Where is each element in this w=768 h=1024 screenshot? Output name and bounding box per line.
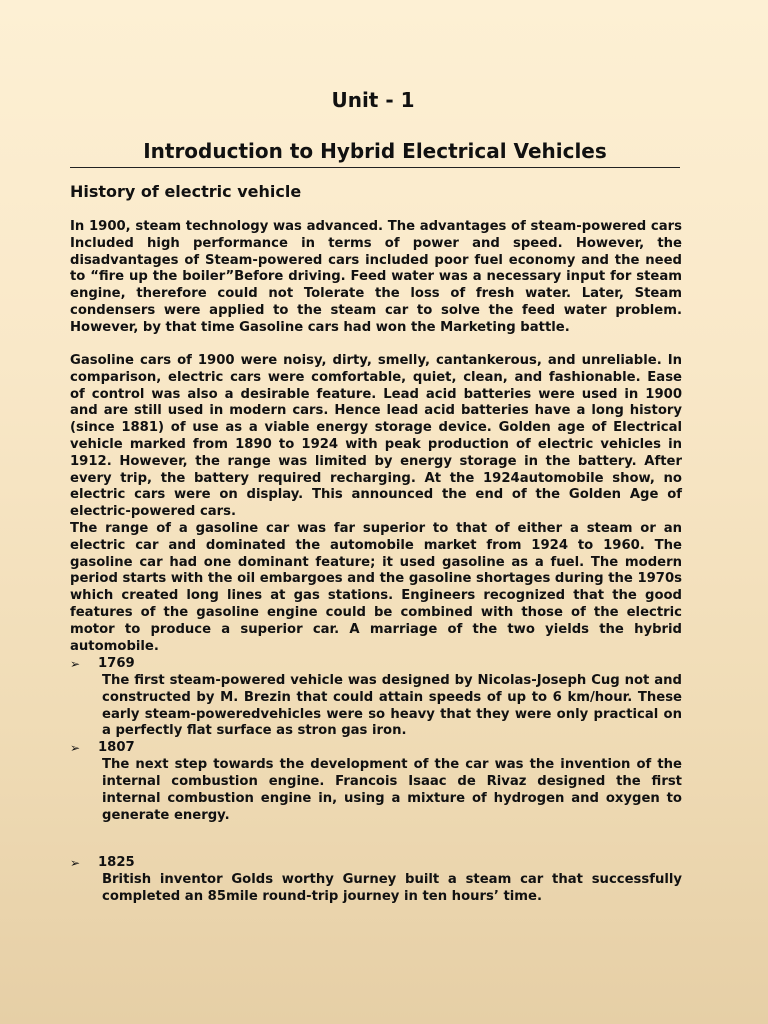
paragraph-steam-technology: In 1900, steam technology was advanced. The advantages of steam-powered cars Included high performance in terms of power and speed. However, the disadvantages of Steam-powered cars included poor fuel economy and the need to “fire up the boiler”Before driving. Feed water was a necessary input for steam engine, therefore could not Tolerate the loss of fresh water. Later, Steam condensers were applied to the steam car to solve the feed water problem. However, by that time Gasoline cars had won the Marketing battle. [70, 219, 682, 335]
timeline-entry [70, 656, 682, 740]
timeline-text: The first steam-powered vehicle was designed by Nicolas-Joseph Cug not and constructed by M. Brezin that could attain speeds of up to 6 km/hour. These early steam-poweredvehicles were so heavy that they were only practical on a perfectly flat surface as stron gas iron. [102, 673, 682, 739]
timeline-text: The next step towards the development of the car was the invention of the internal combustion engine. Francois Isaac de Rivaz designed the first internal combustion engine in, using a mixture of hydrogen and oxygen to generate energy. [102, 757, 682, 823]
timeline-entry [70, 855, 682, 906]
document-title: Introduction to Hybrid Electrical Vehicles [70, 139, 680, 168]
timeline-year: 1807 [98, 740, 135, 756]
paragraph-hybrid-origin: The range of a gasoline car was far superior to that of either a steam or an electric car and dominated the automobile market from 1924 to 1960. The gasoline car had one dominant feature; it used gasoline as a fuel. The modern period starts with the oil embargoes and the gasoline shortages during the 1970s which created long lines at gas stations. Engineers recognized that the good features of the gasoline engine could be combined with those of the electric motor to produce a superior car. A marriage of the two yields the hybrid automobile. [70, 521, 682, 654]
timeline-entry [70, 740, 682, 824]
arrow-bullet-icon: ➢ [70, 657, 81, 672]
unit-title: Unit - 1 [331, 88, 415, 112]
section-heading: History of electric vehicle [70, 182, 302, 201]
timeline-year: 1825 [98, 855, 135, 871]
timeline-year: 1769 [98, 656, 135, 672]
timeline-list [70, 656, 682, 906]
arrow-bullet-icon: ➢ [70, 741, 81, 756]
timeline-text: British inventor Golds worthy Gurney built a steam car that successfully completed an 85mile round-trip journey in ten hours’ time. [102, 872, 682, 905]
paragraph-gasoline-vs-electric: Gasoline cars of 1900 were noisy, dirty, smelly, cantankerous, and unreliable. In comparison, electric cars were comfortable, quiet, clean, and fashionable. Ease of control was also a desirable feature. Lead acid batteries were used in 1900 and are still used in modern cars. Hence lead acid batteries have a long history (since 1881) of use as a viable energy storage device. Golden age of Electrical vehicle marked from 1890 to 1924 with peak production of electric vehicles in 1912. However, the range was limited by energy storage in the battery. After every trip, the battery required recharging. At the 1924automobile show, no electric cars were on display. This announced the end of the Golden Age of electric-powered cars. [70, 353, 682, 520]
arrow-bullet-icon: ➢ [70, 856, 81, 871]
